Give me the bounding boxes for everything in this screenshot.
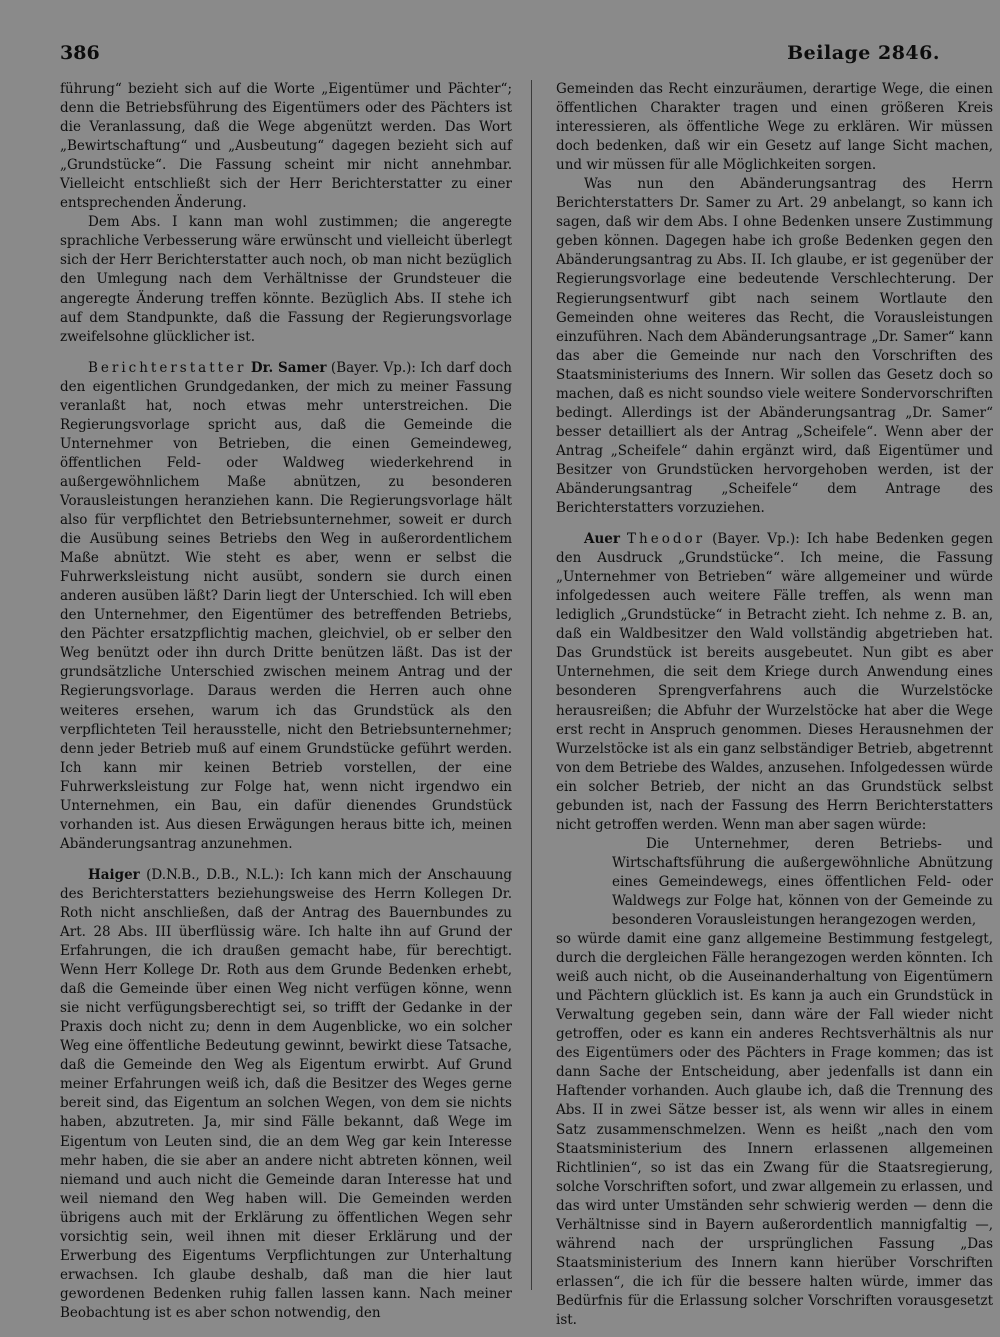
- running-title: Beilage 2846.: [787, 42, 940, 64]
- speech-text: (Bayer. Vp.): Ich habe Bedenken gegen den Ausdruck „Grundstücke“. Ich meine, die Fassung „Unternehmer von Betrieben“ wäre allgemeiner und würde infolgedessen auch weitere Fälle treffen, als wenn man lediglich „Grundstücke“ in Betracht zieht. Ich nehme z. B. an, daß ein Waldbesitzer den Wald vollständig abgetrieben hat. Das Grundstück ist bereits ausgebeutet. Nun gibt es aber Unternehmen, die seit dem Kriege durch Anwendung eines besonderen Sprengverfahrens auch die Wurzelstöcke herausreißen; die Abfuhr der Wurzelstöcke hat aber die Wege erst recht in Anspruch genommen. Dieses Herausnehmen der Wurzelstöcke ist als ein ganz selbständiger Betrieb, abgetrennt von dem Betriebe des Waldes, anzusehen. Infolgedessen würde ein solcher Betrieb, der nicht an das Grundstück selbst gebunden ist, nach der Fassung des Herrn Berichterstatters nicht getroffen werden. Wenn man aber sagen würde:: [556, 531, 993, 833]
- speech-haiger: [60, 866, 512, 1323]
- paragraph: Was nun den Abänderungsantrag des Herrn Berichterstatters Dr. Samer zu Art. 29 anbelangt, so kann ich sagen, daß wir dem Abs. I ohne Bedenken unsere Zustimmung geben können. Dagegen habe ich große Bedenken gegen den Abänderungsantrag zu Abs. II. Ich glaube, er ist gegenüber der Regierungsvorlage eine bedeutende Verschlechterung. Der Regierungsentwurf gibt nach seinem Wortlaute den Gemeinden ohne weiteres das Recht, die Vorausleistungen einzuführen. Nach dem Abänderungsantrage „Dr. Samer“ kann das aber die Gemeinde nur nach den Vorschriften des Staatsministeriums des Innern. Wir sollen das Gesetz doch so machen, daß es nicht soundso viele weitere Sondervorschriften bedingt. Allerdings ist der Abänderungsantrag „Dr. Samer“ besser detailliert als der Antrag „Scheifele“. Wenn aber der Antrag „Scheifele“ dahin ergänzt wird, daß Eigentümer und Besitzer von Grundstücken hervorgehoben werden, ist der Abänderungsantrag „Scheifele“ dem Antrage des Berichterstatters vorzuziehen.: [556, 176, 993, 517]
- left-column: [60, 80, 512, 1323]
- page-number: 386: [60, 42, 100, 64]
- paragraph: so würde damit eine ganz allgemeine Bestimmung festgelegt, durch die dergleichen Fälle herangezogen werden könnten. Ich weiß auch nicht, ob die Auseinanderhaltung von Eigentümern und Pächtern glücklich ist. Es kann ja auch ein Grundstück in Verwaltung gegeben sein, dann wäre der Fall wieder nicht getroffen, oder es kann ein anderes Rechtsverhältnis als nur des Eigentümers oder des Pächters in Frage kommen; das ist dann Sache der Entscheidung, aber jedenfalls ist dann ein Haftender vorhanden. Auch glaube ich, daß die Trennung des Abs. II in zwei Sätze besser ist, als wenn wir alles in einem Satz zusammenschmelzen. Wenn es heißt „nach den vom Staatsministerium des Innern erlassenen allgemeinen Richtlinien“, so ist das ein Zwang für die Staatsregierung, solche Vorschriften sofort, und zwar allgemein zu erlassen, und das wird unter Umständen sehr schwierig werden — denn die Verhältnisse sind in Bayern außerordentlich mannigfaltig —, während nach der ursprünglichen Fassung „Das Staatsministerium des Innern kann hierüber Vorschriften erlassen“, die ich für die bessere halten würde, immer das Bedürfnis für die Erlassung solcher Vorschriften vorausgesetzt ist.: [556, 931, 993, 1328]
- speaker-name: Dr. Samer: [250, 359, 327, 376]
- column-divider: [531, 80, 532, 1290]
- speaker-role: Berichterstatter: [88, 359, 247, 376]
- speech-text: (D.N.B., D.B., N.L.): Ich kann mich der Anschauung des Berichterstatters beziehungsweise des Herrn Kollegen Dr. Roth nicht anschließen, daß der Antrag des Bauernbundes zu Art. 28 Abs. III überflüssig wäre. Ich halte ihn auf Grund der Erfahrungen, die ich draußen gemacht habe, für berechtigt. Wenn Herr Kollege Dr. Roth aus dem Grunde Bedenken erhebt, daß die Gemeinde über einen Weg nicht verfügen könne, wenn sie nicht verfügungsberechtigt sei, so trifft der Gedanke in der Praxis doch nicht zu; denn in dem Augenblicke, wo ein solcher Weg eine öffentliche Bedeutung gewinnt, bewirkt diese Tatsache, daß die Gemeinde den Weg als Eigentum erwirbt. Auf Grund meiner Erfahrungen weiß ich, daß die Besitzer des Weges gerne bereit sind, das Eigentum an solchen Wegen, von dem sie nichts haben, abzutreten. Ja, mir sind Fälle bekannt, daß Wege im Eigentum von Leuten sind, die an dem Weg gar kein Interesse mehr haben, die sie aber an andere nicht abtreten können, weil niemand und auch nicht die Gemeinde daran Interesse hat und weil niemand den Weg haben will. Die Gemeinden werden übrigens auch mit der Erklärung zu öffentlichen Wegen sehr vorsichtig sein, weil ihnen mit dieser Erklärung und der Erwerbung des Eigentums Verpflichtungen zur Unterhaltung erwachsen. Ich glaube deshalb, daß man die hier laut gewordenen Bedenken ruhig fallen lassen kann. Nach meiner Beobachtung ist es aber schon notwendig, den: [60, 866, 512, 1321]
- speech-text: (Bayer. Vp.): Ich darf doch den eigentlichen Grundgedanken, der mich zu meiner Fassung veranlaßt hat, noch etwas mehr unterstreichen. Die Regierungsvorlage spricht aus, daß die Gemeinde die Unternehmer von Betrieben, die einen Gemeindeweg, öffentlichen Feld- oder Waldweg wiederkehrend in außergewöhnlichem Maße abnützen, zu besonderen Vorausleistungen heranziehen kann. Die Regierungsvorlage hält also für verpflichtet den Betriebsunternehmer, soweit er durch die Ausübung seines Betriebs den Weg in außerordentlichem Maße abnützt. Wie steht es aber, wenn er selbst die Fuhrwerksleistung nicht ausübt, sondern sie durch einen anderen ausüben läßt? Darin liegt der Unterschied. Ich will eben den Unternehmer, den Eigentümer des betreffenden Betriebs, den Pächter ersatzpflichtig machen, gleichviel, ob er selber den Weg benützt oder ihn durch Dritte benützen läßt. Das ist der grundsätzliche Unterschied zwischen meinem Antrag und der Regierungsvorlage. Daraus werden die Herren auch ohne weiteres ersehen, warum ich das Grundstück als den verpflichteten Teil herausstelle, nicht den Betriebsunternehmer; denn jeder Betrieb muß auf einem Grundstücke geführt werden. Ich kann mir keinen Betrieb vorstellen, der eine Fuhrwerksleistung zur Folge hat, wenn nicht irgendwo ein Unternehmen, ein Bau, ein dafür dienendes Grundstück vorhanden ist. Aus diesen Erwägungen heraus bitte ich, meinen Abänderungsantrag anzunehmen.: [60, 359, 512, 852]
- speech-samer: [60, 359, 512, 854]
- right-column: [556, 80, 993, 1330]
- speaker-name: Haiger: [88, 866, 140, 883]
- paragraph: Gemeinden das Recht einzuräumen, derartige Wege, die einen öffentlichen Charakter tragen und einen größeren Kreis interessieren, als öffentliche Wege zu erklären. Wir müssen doch bedenken, daß wir ein Gesetz auf lange Sicht machen, und wir müssen für alle Möglichkeiten sorgen.: [556, 81, 993, 174]
- paragraph: Dem Abs. I kann man wohl zustimmen; die angeregte sprachliche Verbesserung wäre erwünscht und vielleicht überlegt sich der Herr Berichterstatter auch noch, ob man nicht bezüglich den Umlegung nach dem Verhältnisse der Grundsteuer die angeregte Änderung treffen könnte. Bezüglich Abs. II stehe ich auf dem Standpunkte, daß die Fassung der Regierungsvorlage zweifelsohne glücklicher ist.: [60, 214, 512, 345]
- speech-auer: [556, 530, 993, 835]
- speaker-first-name: Theodor: [627, 531, 706, 548]
- paragraph: führung“ bezieht sich auf die Worte „Eigentümer und Pächter“; denn die Betriebsführung des Eigentümers oder des Pächters ist die Veranlassung, daß die Wege abgenützt werden. Das Wort „Bewirtschaftung“ und „Ausbeutung“ dagegen bezieht sich auf „Grundstücke“. Die Fassung scheint mir nicht annehmbar. Vielleicht entschließt sich der Herr Berichterstatter zu einer entsprechenden Änderung.: [60, 81, 512, 212]
- quoted-proposal: Die Unternehmer, deren Betriebs- und Wirtschaftsführung die außergewöhnliche Abnützung eines Gemeindewegs, eines öffentlichen Feld- oder Waldwegs zur Folge hat, können von der Gemeinde zu besonderen Vorausleistungen herangezogen werden,: [612, 835, 993, 929]
- page-header: [60, 42, 940, 72]
- speaker-name: Auer: [584, 531, 620, 548]
